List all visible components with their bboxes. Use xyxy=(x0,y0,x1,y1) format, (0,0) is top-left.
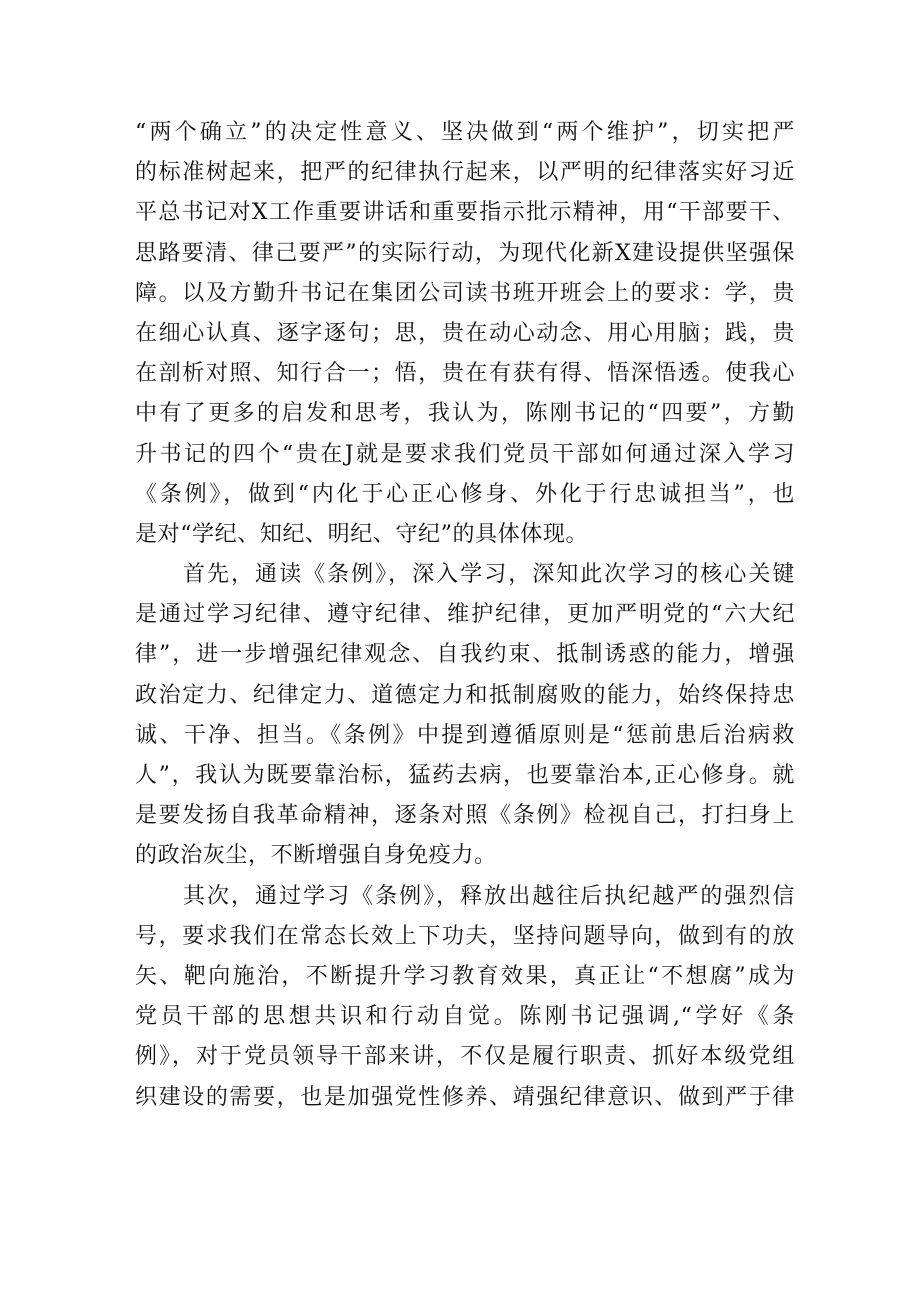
paragraph-1-line-1: “两个确立”的决定性意义、坚决做到“两个维护”，切实把严 xyxy=(135,120,795,145)
paragraph-2-line-8: 的政治灰尘，不断增强自身免疫力。 xyxy=(135,843,497,869)
paragraph-1-line-5: 障。以及方勤升书记在集团公司读书班开班会上的要求：学，贵 xyxy=(135,280,795,306)
paragraph-1-line-10: 《条例》，做到“内化于心正心修身、外化于行忠诚担当”，也 xyxy=(135,481,795,507)
paragraph-3-line-3: 矢、靶向施治，不断提升学习教育效果，真正让“不想腐”成为 xyxy=(135,963,795,989)
paragraph-1-line-3: 平总书记对X工作重要讲话和重要指示批示精神，用“干部要干、 xyxy=(135,200,795,226)
paragraph-2-line-1: 首先，通读《条例》，深入学习，深知此次学习的核心关键 xyxy=(183,562,795,588)
document-body xyxy=(135,113,795,1118)
paragraph-1-line-2: 的标准树起来，把严的纪律执行起来，以严明的纪律落实好习近 xyxy=(135,160,795,186)
paragraph-2-line-2: 是通过学习纪律、遵守纪律、维护纪律，更加严明党的“六大纪 xyxy=(135,602,795,628)
paragraph-2-line-3: 律”，进一步增强纪律观念、自我约束、抵制诱惑的能力，增强 xyxy=(135,642,795,668)
paragraph-1-line-11: 是对“学纪、知纪、明纪、守纪”的具体体现。 xyxy=(135,521,589,547)
paragraph-3-line-4: 党员干部的思想共识和行动自觉。陈刚书记强调,“学好《条 xyxy=(135,1004,795,1030)
paragraph-2-line-4: 政治定力、纪律定力、道德定力和抵制腐败的能力，始终保持忠 xyxy=(135,682,795,708)
paragraph-3-line-2: 号，要求我们在常态长效上下功夫，坚持问题导向，做到有的放 xyxy=(135,923,795,949)
paragraph-1-line-9: 升书记的四个“贵在J就是要求我们党员干部如何通过深入学习 xyxy=(135,441,795,467)
paragraph-2-line-6: 人”，我认为既要靠治标，猛药去病，也要靠治本,正心修身。就 xyxy=(135,763,795,788)
paragraph-3-line-1: 其次，通过学习《条例》，释放出越往后执纪越严的强烈信 xyxy=(183,883,795,909)
paragraph-2-line-7: 是要发扬自我革命精神，逐条对照《条例》检视自己，打扫身上 xyxy=(135,803,795,829)
paragraph-3-line-5: 例》，对于党员领导干部来讲，不仅是履行职责、抓好本级党组 xyxy=(135,1044,795,1070)
paragraph-2-line-5: 诚、干净、担当。《条例》中提到遵循原则是“惩前患后治病救 xyxy=(135,722,795,748)
paragraph-1-line-4: 思路要清、律己要严”的实际行动，为现代化新X建设提供坚强保 xyxy=(135,240,795,266)
paragraph-3-line-6: 织建设的需要，也是加强党性修养、靖强纪律意识、做到严于律 xyxy=(135,1084,795,1110)
paragraph-1-line-7: 在剖析对照、知行合一；悟，贵在有获有得、悟深悟透。使我心 xyxy=(135,361,795,387)
paragraph-1-line-8: 中有了更多的启发和思考，我认为，陈刚书记的“四要”，方勤 xyxy=(135,401,795,427)
paragraph-1-line-6: 在细心认真、逐字逐句；思，贵在动心动念、用心用脑；践，贵 xyxy=(135,320,795,346)
